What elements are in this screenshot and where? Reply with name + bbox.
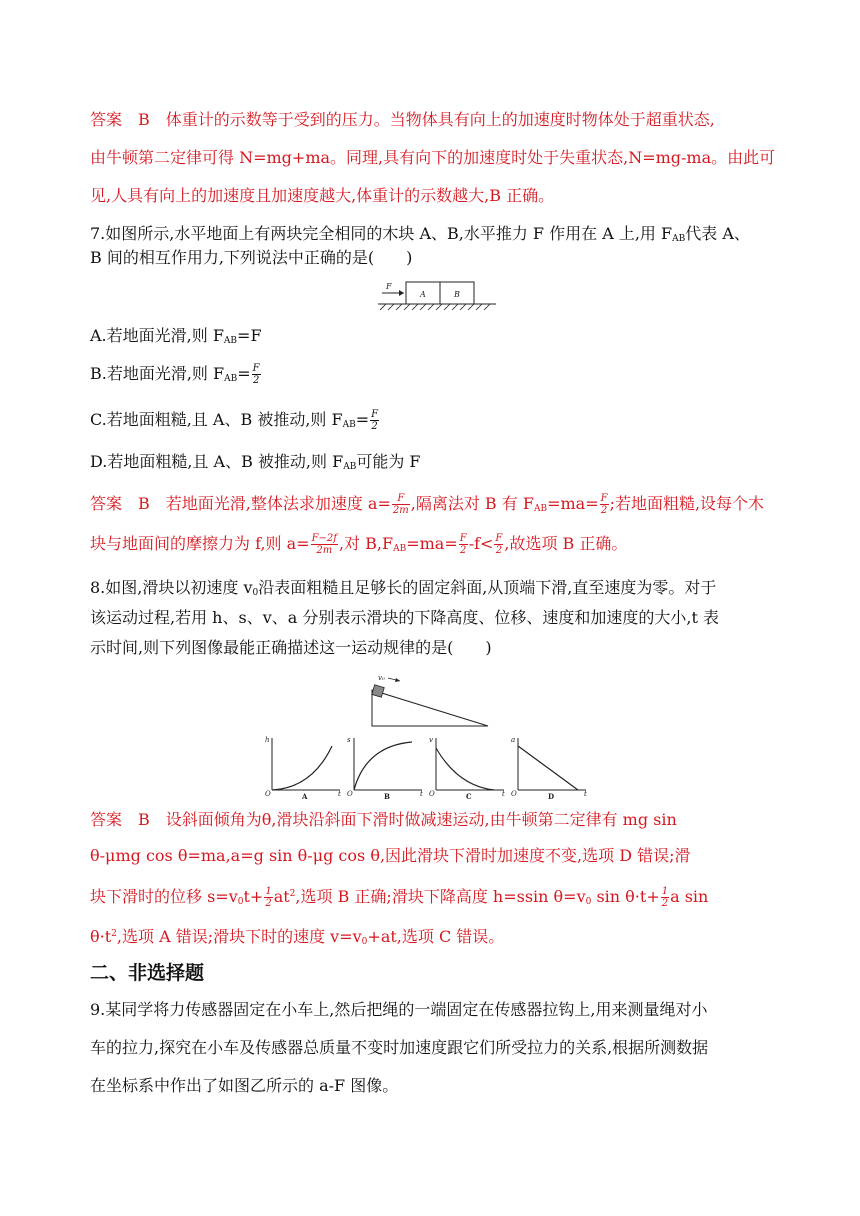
svg-text:O: O	[347, 790, 353, 798]
figure-incline	[368, 672, 492, 728]
option-7-b: B.若地面光滑,则 $F_{AB}=$ $\frac{F}{2}$	[90, 363, 260, 386]
svg-text:A: A	[302, 792, 308, 800]
answer-8-line-3: 块下滑时的位移 $s=v_0t+$ $\frac{1}{2}$ $at^2$,选项 B 正确;滑块下降高度 h=ssin $\theta=v_0$ sin θ·t+ $\frac{1}{2}$ a sin	[90, 886, 709, 909]
force-label: F	[386, 282, 392, 291]
section-heading: 二、非选择题	[90, 962, 205, 984]
svg-text:O: O	[429, 790, 435, 798]
block-b-label: B	[454, 290, 460, 299]
svg-text:C: C	[466, 792, 472, 800]
answer-7-line-1: 答案 B 若地面光滑,整体法求加速度 a= $\frac{F}{2m}$ ,隔离法对 B 有 $F_{AB}=ma=$ $\frac{F}{2}$ ;若地面粗糙,设每个木	[90, 493, 765, 516]
svg-text:O: O	[511, 790, 517, 798]
svg-text:s: s	[347, 736, 351, 744]
answer-6-line-2: 由牛顿第二定律可得 N=mg+ma。同理,具有向下的加速度时处于失重状态,N=mg-ma。由此可	[90, 148, 776, 167]
question-8-line-2: 该运动过程,若用 h、s、v、a 分别表示滑块的下降高度、位移、速度和加速度的大小,t 表	[90, 608, 719, 627]
question-9-line-3: 在坐标系中作出了如图乙所示的 a-F 图像。	[90, 1076, 399, 1095]
option-7-a: A.若地面光滑,则 $F_{AB}=F$	[90, 326, 262, 346]
answer-6-line-3: 见,人具有向上的加速度且加速度越大,体重计的示数越大,B 正确。	[90, 186, 555, 205]
graph-c	[429, 736, 505, 800]
svg-text:a: a	[511, 736, 516, 744]
answer-7-line-2: 块与地面间的摩擦力为 f,则 a= $\frac{F-2f}{2m}$ ,对 $B,F_{AB}=ma=$ $\frac{F}{2}$ -f< $\frac{F}{2}$ ,故选项 B 正确。	[90, 533, 628, 556]
answer-6-line-1: 答案 B 体重计的示数等于受到的压力。当物体具有向上的加速度时物体处于超重状态,	[90, 110, 715, 129]
question-7-line-2: B 间的相互作用力,下列说法中正确的是( )	[90, 248, 413, 267]
graph-a	[265, 736, 341, 800]
question-8-line-1: 8.如图,滑块以初速度 $v_0$沿表面粗糙且足够长的固定斜面,从顶端下滑,直至速度为零。对于	[90, 578, 717, 598]
option-7-d: D.若地面粗糙,且 A、B 被推动,则 $F_{AB}$可能为 F	[90, 452, 421, 472]
figure-blocks-ab	[378, 278, 498, 316]
answer-8-line-1: 答案 B 设斜面倾角为θ,滑块沿斜面下滑时做减速运动,由牛顿第二定律有 mg sin	[90, 810, 677, 829]
svg-text:t: t	[584, 790, 587, 798]
figure-graphs	[262, 732, 598, 800]
svg-text:v₀: v₀	[378, 674, 385, 682]
option-7-c: C.若地面粗糙,且 A、B 被推动,则 $F_{AB}=$ $\frac{F}{2}$	[90, 409, 379, 432]
svg-text:t: t	[502, 790, 505, 798]
svg-text:t: t	[420, 790, 423, 798]
svg-text:t: t	[338, 790, 341, 798]
question-9-line-1: 9.某同学将力传感器固定在小车上,然后把绳的一端固定在传感器拉钩上,用来测量绳对小	[90, 1000, 708, 1019]
question-7-line-1: 7.如图所示,水平地面上有两块完全相同的木块 A、B,水平推力 F 作用在 A 上,用 $F_{AB}$代表 A、	[90, 224, 750, 244]
question-9-line-2: 车的拉力,探究在小车及传感器总质量不变时加速度跟它们所受拉力的关系,根据所测数据	[90, 1038, 709, 1057]
graph-d	[511, 736, 587, 800]
svg-text:v: v	[429, 736, 433, 744]
graph-b	[347, 736, 423, 800]
answer-8-line-2: θ-μmg cos θ=ma,a=g sin θ-μg cos θ,因此滑块下滑时加速度不变,选项 D 错误;滑	[90, 846, 691, 865]
svg-text:O: O	[265, 790, 271, 798]
block-a-label: A	[420, 290, 426, 299]
svg-text:D: D	[548, 792, 555, 800]
svg-text:h: h	[265, 736, 270, 744]
answer-8-line-4: $\theta\cdot t^2$,选项 A 错误;滑块下时的速度 $v=v_0+at$,选项 C 错误。	[90, 927, 505, 947]
svg-text:B: B	[384, 792, 390, 800]
question-8-line-3: 示时间,则下列图像最能正确描述这一运动规律的是( )	[90, 638, 492, 657]
